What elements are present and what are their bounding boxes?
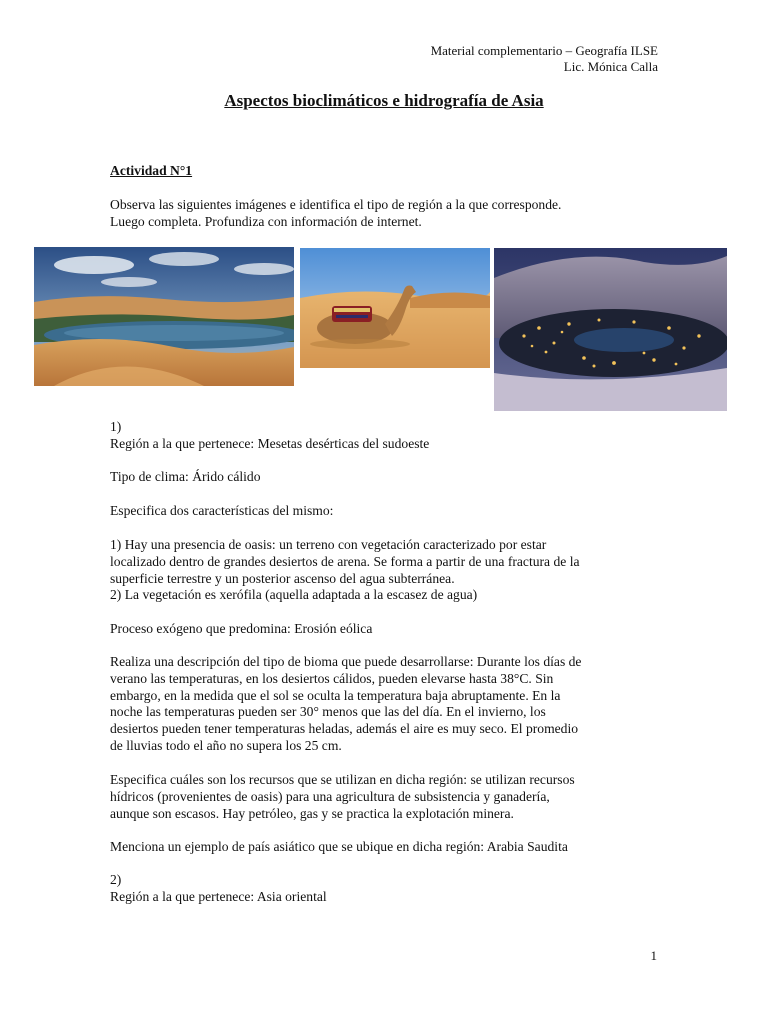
text-line: 2) La vegetación es xerófila (aquella adaptada a la escasez de agua)	[110, 587, 478, 603]
night-oasis-image	[494, 248, 727, 411]
region-answer: Región a la que pertenece: Mesetas desérticas del sudoeste	[110, 435, 430, 451]
section-1	[110, 419, 650, 453]
section-2	[110, 872, 650, 906]
header-course: Material complementario – Geografía ILSE	[430, 43, 658, 58]
header-author: Lic. Mónica Calla	[563, 58, 658, 74]
characteristics-answer	[110, 537, 650, 604]
page-number: 1	[650, 948, 657, 963]
instruction-line: Luego completa. Profundiza con información de internet.	[110, 213, 422, 229]
characteristics-prompt: Especifica dos características del mismo:	[110, 503, 334, 518]
activity-heading: Actividad N°1	[110, 163, 193, 178]
camel-desert-image	[300, 248, 490, 368]
document-header	[431, 43, 658, 74]
text-line: localizado dentro de grandes desiertos de arena. Se forma a partir de una fractura de la	[110, 553, 580, 569]
text-line: verano las temperaturas, en los desiertos cálidos, pueden elevarse hasta 38°C. Sin	[110, 670, 554, 686]
page-title: Aspectos bioclimáticos e hidrografía de Asia	[224, 91, 544, 110]
instruction-line: Observa las siguientes imágenes e identifica el tipo de región a la que corresponde.	[110, 197, 562, 212]
text-line: Especifica cuáles son los recursos que se utilizan en dicha región: se utilizan recursos	[110, 772, 575, 787]
text-line: noche las temperaturas pueden ser 30° menos que las del día. En el invierno, los	[110, 704, 546, 720]
text-line: de lluvias todo el año no supera los 25 cm.	[110, 737, 342, 753]
process-answer: Proceso exógeno que predomina: Erosión eólica	[110, 621, 373, 636]
text-line: hídricos (provenientes de oasis) para una agricultura de subsistencia y ganadería,	[110, 788, 550, 804]
region-answer: Región a la que pertenece: Asia oriental	[110, 888, 327, 904]
text-line: desiertos pueden tener temperaturas heladas, además el aire es muy seco. El promedio	[110, 721, 579, 737]
text-line: superficie terrestre y un posterior ascenso del agua subterránea.	[110, 570, 455, 586]
resources-answer	[110, 772, 650, 822]
climate-answer: Tipo de clima: Árido cálido	[110, 469, 261, 484]
text-line: aunque son escasos. Hay petróleo, gas y se practica la explotación minera.	[110, 805, 514, 821]
example-answer: Menciona un ejemplo de país asiático que se ubique en dicha región: Arabia Saudita	[110, 839, 568, 854]
desert-oasis-image	[34, 247, 294, 386]
activity-instructions	[110, 197, 650, 231]
text-line: embargo, en la medida que el sol se oculta la temperatura baja abruptamente. En la	[110, 687, 561, 703]
biome-answer	[110, 654, 650, 755]
section-number: 1)	[110, 419, 122, 434]
text-line: Realiza una descripción del tipo de bioma que puede desarrollarse: Durante los días de	[110, 654, 582, 669]
text-line: 1) Hay una presencia de oasis: un terreno con vegetación caracterizado por estar	[110, 537, 547, 552]
section-number: 2)	[110, 872, 122, 887]
